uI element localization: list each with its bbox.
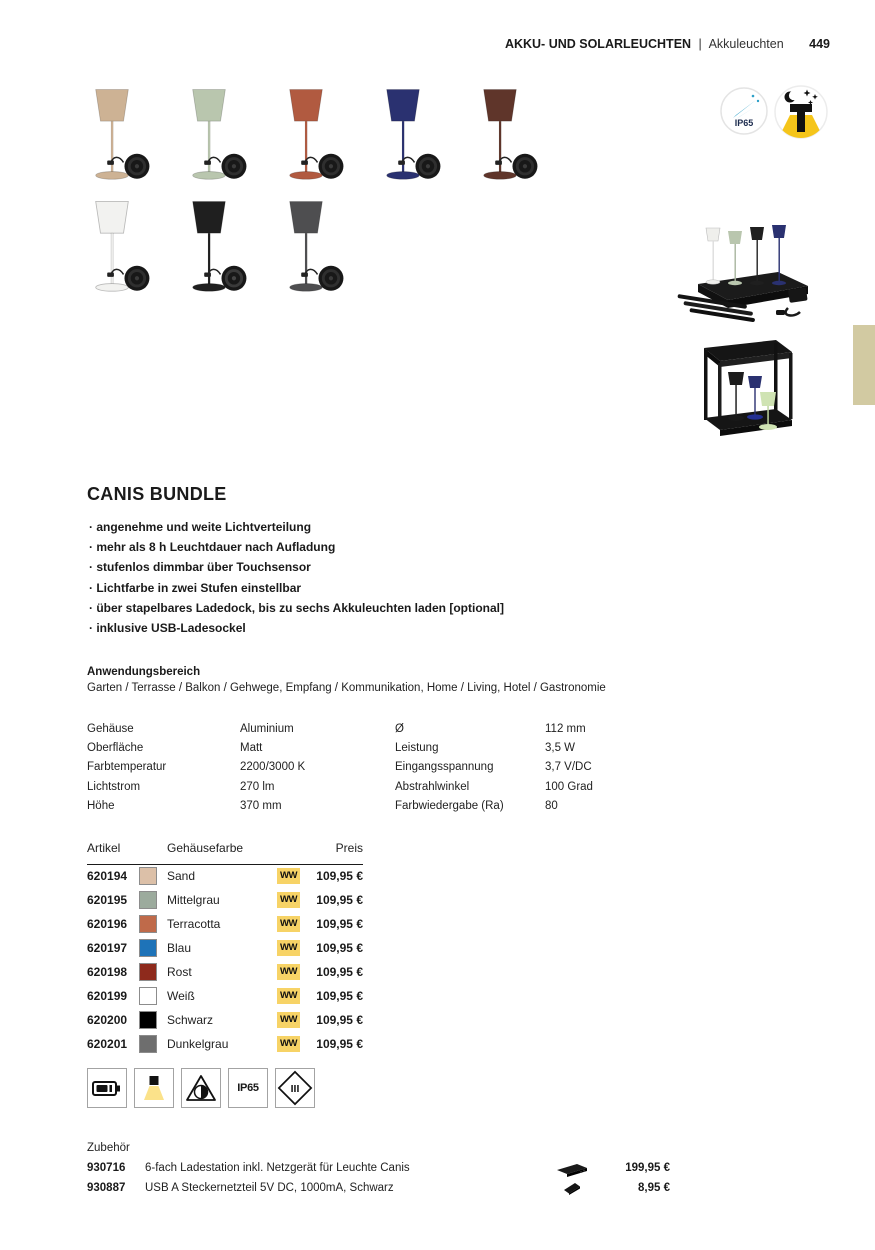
feature-item: · Lichtfarbe in zwei Stufen einstellbar <box>89 578 504 598</box>
color-name: Weiß <box>167 989 195 1003</box>
feature-icon-row <box>87 1068 315 1108</box>
article-number: 620201 <box>87 1037 128 1051</box>
accessory-row <box>87 1160 670 1180</box>
spec-row: Oberfläche Matt <box>87 742 263 755</box>
table-row <box>87 913 363 937</box>
article-number: 620196 <box>87 917 128 931</box>
ip65-rating-label: IP65 <box>228 1068 268 1108</box>
feature-item: · mehr als 8 h Leuchtdauer nach Aufladung <box>89 537 504 557</box>
table-row <box>87 865 363 889</box>
col-header-preis: Preis <box>335 841 363 855</box>
color-swatch <box>139 867 157 885</box>
article-number: 620199 <box>87 989 128 1003</box>
color-swatch <box>139 939 157 957</box>
accessory-description: 6-fach Ladestation inkl. Netzgerät für Leuchte Canis <box>145 1162 410 1174</box>
table-lamp-icon <box>64 86 160 188</box>
application-label: Anwendungsbereich <box>87 666 201 678</box>
price: 109,95 € <box>316 893 363 907</box>
article-table <box>87 841 363 1057</box>
table-lamp-icon <box>258 198 354 300</box>
feature-item: · stufenlos dimmbar über Touchsensor <box>89 557 504 577</box>
svg-text:III: III <box>290 1083 300 1095</box>
ww-badge: WW <box>277 964 300 980</box>
water-splash-icon <box>720 87 768 135</box>
product-title: CANIS BUNDLE <box>87 484 227 504</box>
table-row <box>87 1033 363 1057</box>
table-lamp-icon <box>161 198 257 300</box>
lamp-photo-blau <box>355 86 451 188</box>
ip65-badge <box>720 87 768 135</box>
lamp-photo-dunkelgrau <box>258 198 354 300</box>
feature-item: · inklusive USB-Ladesockel <box>89 618 504 638</box>
table-row <box>87 961 363 985</box>
feature-list <box>89 517 504 638</box>
header-category: Akkuleuchten <box>708 37 784 51</box>
color-name: Mittelgrau <box>167 893 220 907</box>
spec-table-left <box>87 720 305 816</box>
spec-row: Gehäuse Aluminium <box>87 723 294 735</box>
lamp-photo-rost <box>452 86 548 188</box>
spec-row: Lichtstrom 270 lm <box>87 780 275 793</box>
accessories-label: Zubehör <box>87 1142 130 1154</box>
accessory-row <box>87 1180 670 1200</box>
ww-badge: WW <box>277 916 300 932</box>
color-swatch <box>139 987 157 1005</box>
ip65-badge-label: IP65 <box>734 118 754 128</box>
price: 109,95 € <box>316 1013 363 1027</box>
article-number: 620197 <box>87 941 128 955</box>
lamp-photo-mittelgrau <box>161 86 257 188</box>
ww-badge: WW <box>277 1012 300 1028</box>
spec-row: Ø 112 mm <box>395 723 586 735</box>
article-number: 620195 <box>87 893 128 907</box>
accessory-price: 199,95 € <box>625 1162 670 1174</box>
usb-plug-thumbnail-icon <box>561 1180 583 1195</box>
table-lamp-icon <box>64 198 160 300</box>
ww-badge: WW <box>277 868 300 884</box>
ww-badge: WW <box>277 1036 300 1052</box>
dimmer-touch-icon <box>181 1068 221 1108</box>
color-swatch <box>139 1011 157 1029</box>
price: 109,95 € <box>316 965 363 979</box>
color-name: Sand <box>167 869 196 883</box>
table-lamp-icon <box>452 86 548 188</box>
page-number: 449 <box>809 37 830 51</box>
moon-stars-lamp-icon <box>774 85 828 139</box>
table-lamp-icon <box>161 86 257 188</box>
page-header <box>505 37 830 51</box>
stacking-rack-icon <box>690 336 798 438</box>
accessory-price: 8,95 € <box>638 1182 670 1194</box>
price: 109,95 € <box>316 989 363 1003</box>
color-name: Dunkelgrau <box>167 1037 229 1051</box>
bundle-rack-photo <box>690 336 798 438</box>
spec-row: Abstrahlwinkel 100 Grad <box>395 780 593 793</box>
article-number: 620200 <box>87 1013 128 1027</box>
page-edge-tab <box>853 325 875 405</box>
battery-icon <box>87 1068 127 1108</box>
color-swatch <box>139 963 157 981</box>
ww-badge: WW <box>277 892 300 908</box>
accessory-photo-plug <box>561 1180 583 1198</box>
price: 109,95 € <box>316 869 363 883</box>
header-section: AKKU- UND SOLARLEUCHTEN <box>504 37 692 51</box>
col-header-artikel: Artikel <box>87 841 121 855</box>
color-name: Blau <box>167 941 192 955</box>
price: 109,95 € <box>316 941 363 955</box>
price: 109,95 € <box>316 1037 363 1051</box>
table-lamp-icon <box>258 86 354 188</box>
spec-table-right <box>395 720 593 816</box>
lamp-photo-sand <box>64 86 160 188</box>
table-row <box>87 937 363 961</box>
bundle-dock-photo <box>676 222 818 322</box>
lamp-photo-terracotta <box>258 86 354 188</box>
color-name: Rost <box>167 965 192 979</box>
header-divider: | <box>698 37 702 51</box>
spec-row: Eingangsspannung 3,7 V/DC <box>395 761 592 774</box>
color-swatch <box>139 1035 157 1053</box>
color-swatch <box>139 891 157 909</box>
accessory-description: USB A Steckernetzteil 5V DC, 1000mA, Schwarz <box>145 1182 394 1194</box>
ww-badge: WW <box>277 940 300 956</box>
dock-thumbnail-icon <box>555 1160 589 1178</box>
application-text: Garten / Terrasse / Balkon / Gehwege, Empfang / Kommunikation, Home / Living, Hotel / Gastronomie <box>87 682 606 694</box>
light-beam-icon <box>134 1068 174 1108</box>
charging-dock-set-icon <box>676 222 818 322</box>
table-row <box>87 985 363 1009</box>
night-light-badge <box>774 85 828 139</box>
article-number: 620194 <box>87 869 128 883</box>
accessory-photo-dock <box>555 1160 589 1181</box>
table-row <box>87 889 363 913</box>
col-header-farbe: Gehäusefarbe <box>167 841 244 855</box>
spec-row: Höhe 370 mm <box>87 799 282 812</box>
protection-class-iii-icon <box>275 1068 315 1108</box>
price: 109,95 € <box>316 917 363 931</box>
spec-row: Farbwiedergabe (Ra) 80 <box>395 799 558 812</box>
accessory-article: 930887 <box>87 1182 126 1194</box>
accessory-article: 930716 <box>87 1162 126 1174</box>
lamp-photo-weiss <box>64 198 160 300</box>
feature-item: · angenehme und weite Lichtverteilung <box>89 517 504 537</box>
article-number: 620198 <box>87 965 128 979</box>
color-swatch <box>139 915 157 933</box>
color-name: Terracotta <box>167 917 221 931</box>
table-row <box>87 1009 363 1033</box>
ww-badge: WW <box>277 988 300 1004</box>
color-name: Schwarz <box>167 1013 214 1027</box>
spec-row: Leistung 3,5 W <box>395 742 576 755</box>
feature-item: · über stapelbares Ladedock, bis zu sechs Akkuleuchten laden [optional] <box>89 598 504 618</box>
table-lamp-icon <box>355 86 451 188</box>
lamp-photo-schwarz <box>161 198 257 300</box>
article-table-header <box>87 841 363 861</box>
spec-row: Farbtemperatur 2200/3000 K <box>87 761 306 774</box>
